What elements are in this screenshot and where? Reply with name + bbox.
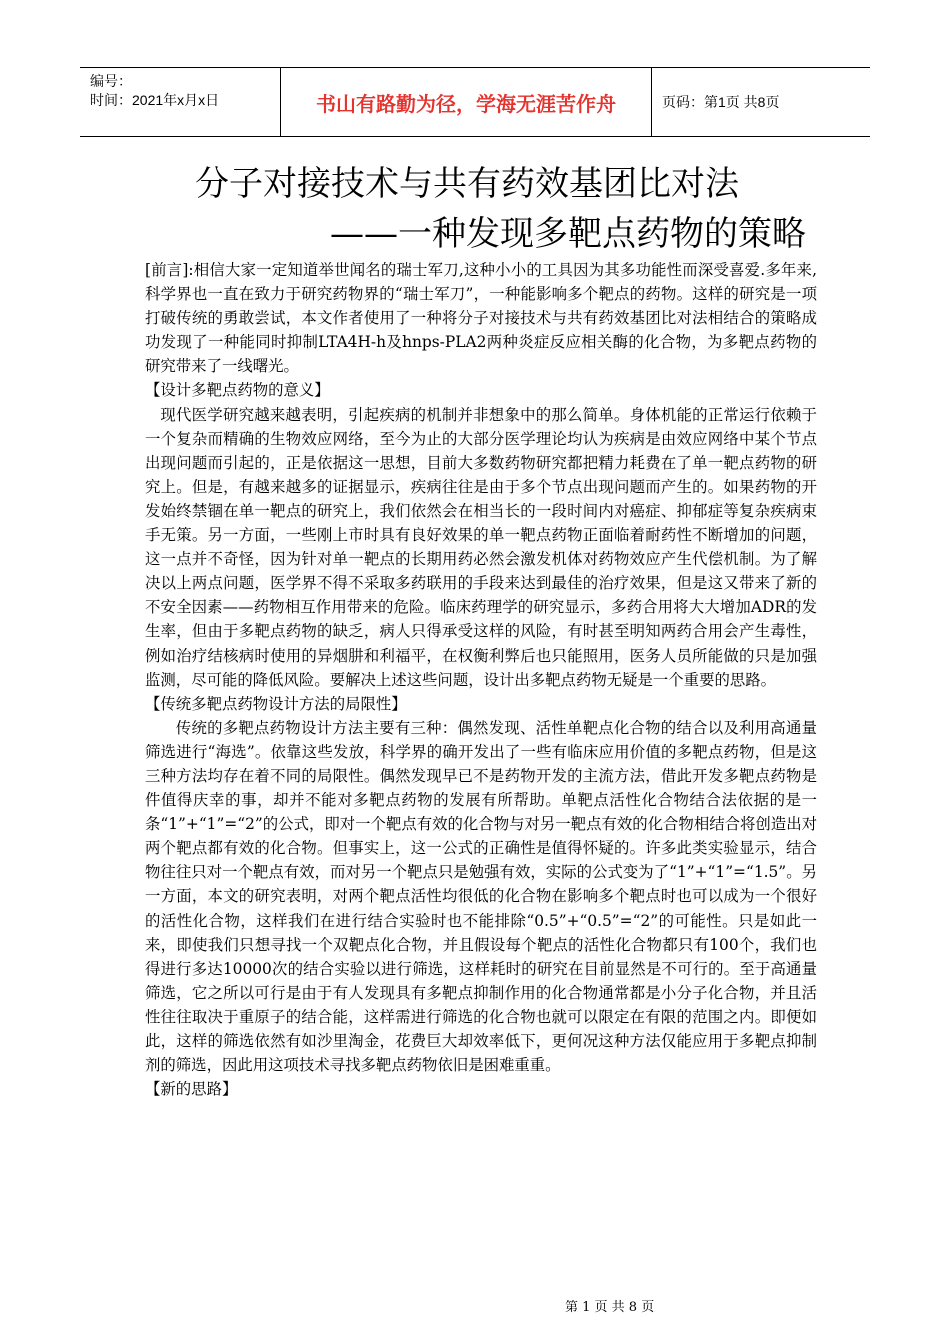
- footer-page-number: 第 1 页 共 8 页: [565, 1300, 655, 1315]
- document-title: 分子对接技术与共有药效基团比对法: [195, 164, 739, 204]
- time-label: 时间：2021年x月x日: [90, 92, 220, 108]
- header-page-info: 页码：第1页 共8页: [662, 94, 780, 110]
- section-heading-limitations: 【传统多靶点药物设计方法的局限性】: [145, 694, 407, 713]
- number-label: 编号：: [90, 73, 132, 89]
- significance-paragraph: 现代医学研究越来越表明，引起疾病的机制并非想象中的那么简单。身体机能的正常运行依赖于一个复杂而精确的生物效应网络，至今为止的大部分医学理论均认为疾病是由效应网络中某个节点出现问题而引起的，正是依据这一思想，目前大多数药物研究都把精力耗费在了单一靶点药物的研究上。但是，有越来越多的证据显示，疾病往往是由于多个节点出现问题而产生的。如果药物的开发始终禁锢在单一靶点的研究上，我们依然会在相当长的一段时间内对癌症、抑郁症等复杂疾病束手无策。另一方面，一些刚上市时具有良好效果的单一靶点药物正面临着耐药性不断增加的问题，这一点并不奇怪，因为针对单一靶点的长期用药必然会激发机体对药物效应产生代偿机制。为了解决以上两点问题，医学界不得不采取多药联用的手段来达到最佳的治疗效果，但是这又带来了新的不安全因素——药物相互作用带来的危险。临床药理学的研究显示，多药合用将大大增加ADR的发生率，但由于多靶点药物的缺乏，病人只得承受这样的风险，有时甚至明知两药合用会产生毒性，例如治疗结核病时使用的异烟肼和利福平，在权衡利弊后也只能照用，医务人员所能做的只是加强监测，尽可能的降低风险。要解决上述这些问题，设计出多靶点药物无疑是一个重要的思路。: [145, 405, 817, 689]
- preface-paragraph: [前言]:相信大家一定知道举世闻名的瑞士军刀,这种小小的工具因为其多功能性而深受喜爱.多年来,科学界也一直在致力于研究药物界的“瑞士军刀”，一种能影响多个靶点的药物。这样的研究是一项打破传统的勇敢尝试，本文作者使用了一种将分子对接技术与共有药效基团比对法相结合的策略成功发现了一种能同时抑制LTA4H-h及hnps-PLA2两种炎症反应相关酶的化合物，为多靶点药物的研究带来了一线曙光。: [145, 261, 817, 376]
- page-header: [80, 67, 870, 137]
- document-body: [145, 258, 817, 1101]
- header-motto: 书山有路勤为径，学海无涯苦作舟: [316, 91, 616, 116]
- limitations-paragraph: 传统的多靶点药物设计方法主要有三种：偶然发现、活性单靶点化合物的结合以及利用高通量筛选进行“海选”。依靠这些发放，科学界的确开发出了一些有临床应用价值的多靶点药物，但是这三种方法均存在着不同的局限性。偶然发现早已不是药物开发的主流方法，借此开发多靶点药物是件值得庆幸的事，却并不能对多靶点药物的发展有所帮助。单靶点活性化合物结合法依据的是一条“1”+“1”=“2”的公式，即对一个靶点有效的化合物与对另一靶点有效的化合物相结合将创造出对两个靶点都有效的化合物。但事实上，这一公式的正确性是值得怀疑的。许多此类实验显示，结合物往往只对一个靶点有效，而对另一个靶点只是勉强有效，实际的公式变为了“1”+“1”=“1.5”。另一方面，本文的研究表明，对两个靶点活性均很低的化合物在影响多个靶点时也可以成为一个很好的活性化合物，这样我们在进行结合实验时也不能排除“0.5”+“0.5”=“2”的可能性。只是如此一来，即使我们只想寻找一个双靶点化合物，并且假设每个靶点的活性化合物都只有100个，我们也得进行多达10000次的结合实验以进行筛选，这样耗时的研究在目前显然是不可行的。至于高通量筛选，它之所以可行是由于有人发现具有多靶点抑制作用的化合物通常都是小分子化合物，并且活性往往取决于重原子的结合能，这样需进行筛选的化合物也就可以限定在有限的范围之内。即便如此，这样的筛选依然有如沙里淘金，花费巨大却效率低下，更何况这种方法仅能应用于多靶点抑制剂的筛选，因此用这项技术寻找多靶点药物依旧是困难重重。: [145, 718, 817, 1075]
- document-subtitle: ——一种发现多靶点药物的策略: [330, 214, 806, 254]
- header-meta: [80, 68, 280, 136]
- header-motto-cell: [280, 68, 652, 136]
- section-heading-significance: 【设计多靶点药物的意义】: [145, 381, 330, 400]
- section-heading-new-idea: 【新的思路】: [145, 1080, 238, 1099]
